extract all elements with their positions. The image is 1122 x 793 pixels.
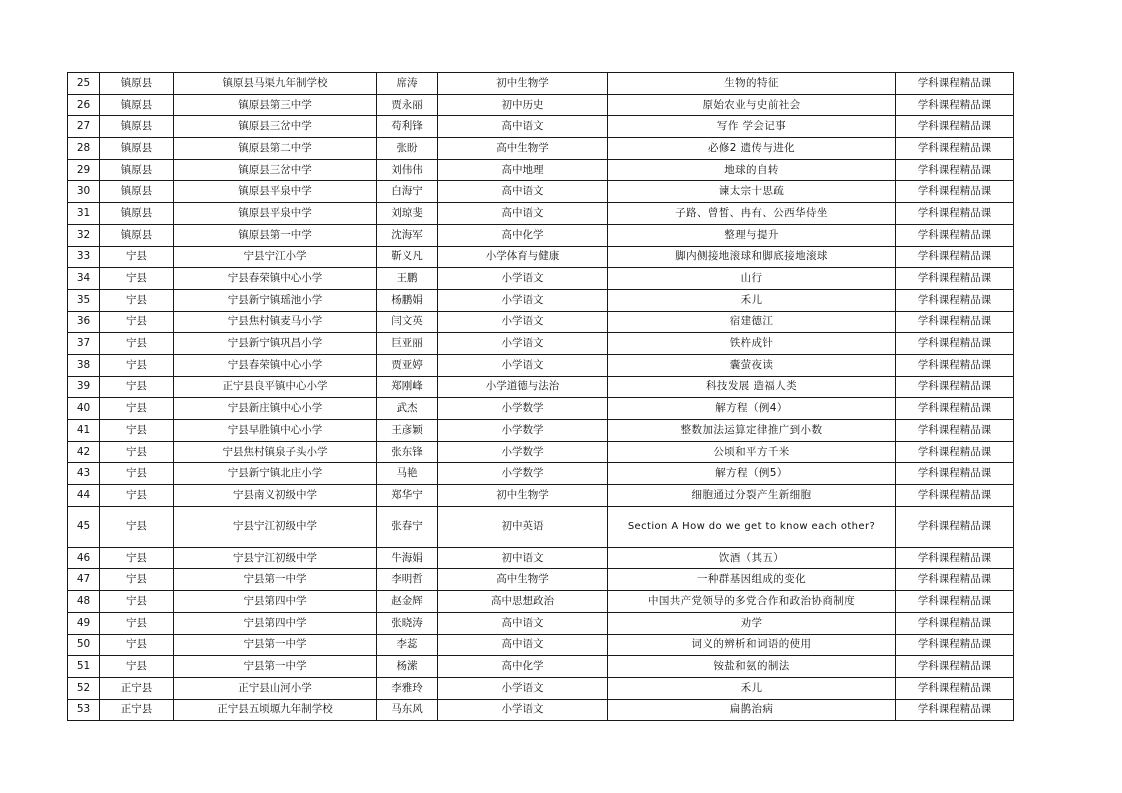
county-cell: 宁县 — [100, 656, 174, 678]
lesson-topic-cell: 中国共产党领导的多党合作和政治协商制度 — [608, 591, 896, 613]
row-number-cell: 49 — [68, 612, 100, 634]
school-cell: 镇原县三岔中学 — [174, 116, 377, 138]
lesson-topic-cell: 解方程（例5） — [608, 463, 896, 485]
county-cell: 宁县 — [100, 376, 174, 398]
lesson-topic-cell: 扁鹊治病 — [608, 699, 896, 721]
subject-cell: 初中历史 — [438, 94, 608, 116]
table-row — [68, 203, 1014, 225]
lesson-topic-cell: 科技发展 造福人类 — [608, 376, 896, 398]
teacher-cell: 李蕊 — [377, 634, 438, 656]
row-number-cell: 46 — [68, 547, 100, 569]
table-row — [68, 354, 1014, 376]
table-row — [68, 333, 1014, 355]
table-row — [68, 591, 1014, 613]
school-cell: 镇原县三岔中学 — [174, 159, 377, 181]
row-number-cell: 45 — [68, 506, 100, 547]
row-number-cell: 31 — [68, 203, 100, 225]
teacher-cell: 席涛 — [377, 73, 438, 95]
row-number-cell: 29 — [68, 159, 100, 181]
county-cell: 宁县 — [100, 612, 174, 634]
row-number-cell: 28 — [68, 138, 100, 160]
category-cell: 学科课程精品课 — [896, 289, 1014, 311]
county-cell: 宁县 — [100, 506, 174, 547]
lesson-topic-cell: 饮酒（其五） — [608, 547, 896, 569]
row-number-cell: 30 — [68, 181, 100, 203]
subject-cell: 小学体育与健康 — [438, 246, 608, 268]
county-cell: 宁县 — [100, 333, 174, 355]
county-cell: 镇原县 — [100, 159, 174, 181]
row-number-cell: 25 — [68, 73, 100, 95]
lesson-topic-cell: 解方程（例4） — [608, 398, 896, 420]
teacher-cell: 牛海娟 — [377, 547, 438, 569]
row-number-cell: 52 — [68, 677, 100, 699]
subject-cell: 初中英语 — [438, 506, 608, 547]
table-row — [68, 376, 1014, 398]
category-cell: 学科课程精品课 — [896, 634, 1014, 656]
category-cell: 学科课程精品课 — [896, 547, 1014, 569]
subject-cell: 高中语文 — [438, 612, 608, 634]
table-row — [68, 138, 1014, 160]
lesson-topic-cell: 劝学 — [608, 612, 896, 634]
school-cell: 镇原县第一中学 — [174, 224, 377, 246]
row-number-cell: 26 — [68, 94, 100, 116]
table-row — [68, 398, 1014, 420]
subject-cell: 小学数学 — [438, 398, 608, 420]
category-cell: 学科课程精品课 — [896, 116, 1014, 138]
county-cell: 宁县 — [100, 591, 174, 613]
row-number-cell: 51 — [68, 656, 100, 678]
lesson-topic-cell: 脚内侧接地滚球和脚底接地滚球 — [608, 246, 896, 268]
teacher-cell: 李明哲 — [377, 569, 438, 591]
table-row — [68, 311, 1014, 333]
county-cell: 镇原县 — [100, 94, 174, 116]
subject-cell: 高中语文 — [438, 181, 608, 203]
subject-cell: 小学数学 — [438, 420, 608, 442]
teacher-cell: 马东风 — [377, 699, 438, 721]
teacher-cell: 张春宁 — [377, 506, 438, 547]
lesson-topic-cell: Section A How do we get to know each other? — [608, 506, 896, 547]
teacher-cell: 沈海军 — [377, 224, 438, 246]
row-number-cell: 41 — [68, 420, 100, 442]
subject-cell: 高中化学 — [438, 224, 608, 246]
county-cell: 宁县 — [100, 354, 174, 376]
teacher-cell: 白海宁 — [377, 181, 438, 203]
school-cell: 宁县新宁镇瑶池小学 — [174, 289, 377, 311]
table-row — [68, 547, 1014, 569]
category-cell: 学科课程精品课 — [896, 354, 1014, 376]
school-cell: 正宁县五顷塬九年制学校 — [174, 699, 377, 721]
lesson-topic-cell: 整数加法运算定律推广到小数 — [608, 420, 896, 442]
school-cell: 宁县宁江小学 — [174, 246, 377, 268]
category-cell: 学科课程精品课 — [896, 376, 1014, 398]
category-cell: 学科课程精品课 — [896, 656, 1014, 678]
category-cell: 学科课程精品课 — [896, 463, 1014, 485]
teacher-cell: 贾永丽 — [377, 94, 438, 116]
row-number-cell: 32 — [68, 224, 100, 246]
teacher-cell: 杨鹏娟 — [377, 289, 438, 311]
teacher-cell: 武杰 — [377, 398, 438, 420]
county-cell: 宁县 — [100, 289, 174, 311]
lesson-topic-cell: 写作 学会记事 — [608, 116, 896, 138]
teacher-cell: 张晓涛 — [377, 612, 438, 634]
teacher-cell: 赵金辉 — [377, 591, 438, 613]
school-cell: 宁县第一中学 — [174, 569, 377, 591]
row-number-cell: 35 — [68, 289, 100, 311]
subject-cell: 小学语文 — [438, 677, 608, 699]
county-cell: 宁县 — [100, 246, 174, 268]
lesson-topic-cell: 铁杵成针 — [608, 333, 896, 355]
lesson-topic-cell: 囊萤夜读 — [608, 354, 896, 376]
school-cell: 宁县南义初级中学 — [174, 485, 377, 507]
school-cell: 宁县新宁镇巩昌小学 — [174, 333, 377, 355]
table-row — [68, 699, 1014, 721]
school-cell: 镇原县第二中学 — [174, 138, 377, 160]
category-cell: 学科课程精品课 — [896, 203, 1014, 225]
table-row — [68, 94, 1014, 116]
school-cell: 正宁县山河小学 — [174, 677, 377, 699]
category-cell: 学科课程精品课 — [896, 591, 1014, 613]
table-row — [68, 634, 1014, 656]
table-row — [68, 181, 1014, 203]
school-cell: 宁县宁江初级中学 — [174, 547, 377, 569]
county-cell: 镇原县 — [100, 73, 174, 95]
teacher-cell: 刘琼斐 — [377, 203, 438, 225]
category-cell: 学科课程精品课 — [896, 398, 1014, 420]
school-cell: 镇原县马渠九年制学校 — [174, 73, 377, 95]
lesson-topic-cell: 整理与提升 — [608, 224, 896, 246]
teacher-cell: 巨亚丽 — [377, 333, 438, 355]
subject-cell: 高中生物学 — [438, 569, 608, 591]
teacher-cell: 郑刚峰 — [377, 376, 438, 398]
school-cell: 宁县宁江初级中学 — [174, 506, 377, 547]
table-row — [68, 224, 1014, 246]
category-cell: 学科课程精品课 — [896, 333, 1014, 355]
school-cell: 宁县春荣镇中心小学 — [174, 268, 377, 290]
subject-cell: 小学语文 — [438, 311, 608, 333]
teacher-cell: 郑华宁 — [377, 485, 438, 507]
teacher-cell: 苟利锋 — [377, 116, 438, 138]
lesson-topic-cell: 禾儿 — [608, 677, 896, 699]
category-cell: 学科课程精品课 — [896, 311, 1014, 333]
lesson-topic-cell: 子路、曾皙、冉有、公西华侍坐 — [608, 203, 896, 225]
subject-cell: 小学数学 — [438, 463, 608, 485]
subject-cell: 高中生物学 — [438, 138, 608, 160]
county-cell: 宁县 — [100, 569, 174, 591]
school-cell: 宁县新庄镇中心小学 — [174, 398, 377, 420]
category-cell: 学科课程精品课 — [896, 699, 1014, 721]
table-row — [68, 159, 1014, 181]
row-number-cell: 40 — [68, 398, 100, 420]
category-cell: 学科课程精品课 — [896, 677, 1014, 699]
row-number-cell: 33 — [68, 246, 100, 268]
table-row — [68, 612, 1014, 634]
lesson-topic-cell: 禾儿 — [608, 289, 896, 311]
lesson-topic-cell: 山行 — [608, 268, 896, 290]
category-cell: 学科课程精品课 — [896, 441, 1014, 463]
row-number-cell: 39 — [68, 376, 100, 398]
row-number-cell: 37 — [68, 333, 100, 355]
lesson-topic-cell: 公顷和平方千米 — [608, 441, 896, 463]
table-row — [68, 268, 1014, 290]
teacher-cell: 张东锋 — [377, 441, 438, 463]
lesson-topic-cell: 必修2 遗传与进化 — [608, 138, 896, 160]
table-row — [68, 677, 1014, 699]
county-cell: 宁县 — [100, 547, 174, 569]
category-cell: 学科课程精品课 — [896, 181, 1014, 203]
category-cell: 学科课程精品课 — [896, 94, 1014, 116]
county-cell: 镇原县 — [100, 203, 174, 225]
school-cell: 宁县第一中学 — [174, 634, 377, 656]
subject-cell: 小学语文 — [438, 354, 608, 376]
lesson-topic-cell: 生物的特征 — [608, 73, 896, 95]
school-cell: 宁县早胜镇中心小学 — [174, 420, 377, 442]
table-row — [68, 73, 1014, 95]
school-cell: 宁县第一中学 — [174, 656, 377, 678]
school-cell: 镇原县平泉中学 — [174, 181, 377, 203]
lesson-topic-cell: 宿建德江 — [608, 311, 896, 333]
category-cell: 学科课程精品课 — [896, 506, 1014, 547]
teacher-cell: 王鹏 — [377, 268, 438, 290]
subject-cell: 高中地理 — [438, 159, 608, 181]
county-cell: 宁县 — [100, 441, 174, 463]
school-cell: 镇原县第三中学 — [174, 94, 377, 116]
school-cell: 宁县焦村镇泉子头小学 — [174, 441, 377, 463]
category-cell: 学科课程精品课 — [896, 420, 1014, 442]
subject-cell: 初中语文 — [438, 547, 608, 569]
subject-cell: 小学语文 — [438, 699, 608, 721]
county-cell: 宁县 — [100, 485, 174, 507]
category-cell: 学科课程精品课 — [896, 569, 1014, 591]
category-cell: 学科课程精品课 — [896, 224, 1014, 246]
subject-cell: 小学道德与法治 — [438, 376, 608, 398]
subject-cell: 高中语文 — [438, 203, 608, 225]
teacher-cell: 刘伟伟 — [377, 159, 438, 181]
row-number-cell: 27 — [68, 116, 100, 138]
county-cell: 宁县 — [100, 463, 174, 485]
county-cell: 正宁县 — [100, 677, 174, 699]
category-cell: 学科课程精品课 — [896, 73, 1014, 95]
county-cell: 宁县 — [100, 420, 174, 442]
lesson-topic-cell: 原始农业与史前社会 — [608, 94, 896, 116]
lesson-topic-cell: 一种群基因组成的变化 — [608, 569, 896, 591]
teacher-cell: 杨潆 — [377, 656, 438, 678]
teacher-cell: 马艳 — [377, 463, 438, 485]
subject-cell: 初中生物学 — [438, 73, 608, 95]
county-cell: 镇原县 — [100, 138, 174, 160]
lesson-topic-cell: 铵盐和氨的制法 — [608, 656, 896, 678]
county-cell: 正宁县 — [100, 699, 174, 721]
row-number-cell: 50 — [68, 634, 100, 656]
teacher-cell: 靳义凡 — [377, 246, 438, 268]
row-number-cell: 47 — [68, 569, 100, 591]
table-row — [68, 420, 1014, 442]
subject-cell: 高中思想政治 — [438, 591, 608, 613]
county-cell: 镇原县 — [100, 224, 174, 246]
teacher-cell: 贾亚婷 — [377, 354, 438, 376]
teacher-cell: 张盼 — [377, 138, 438, 160]
subject-cell: 小学语文 — [438, 289, 608, 311]
category-cell: 学科课程精品课 — [896, 612, 1014, 634]
county-cell: 宁县 — [100, 634, 174, 656]
school-cell: 镇原县平泉中学 — [174, 203, 377, 225]
school-cell: 宁县第四中学 — [174, 612, 377, 634]
county-cell: 宁县 — [100, 398, 174, 420]
subject-cell: 小学语文 — [438, 333, 608, 355]
table-row — [68, 246, 1014, 268]
subject-cell: 小学数学 — [438, 441, 608, 463]
row-number-cell: 38 — [68, 354, 100, 376]
county-cell: 宁县 — [100, 268, 174, 290]
category-cell: 学科课程精品课 — [896, 485, 1014, 507]
category-cell: 学科课程精品课 — [896, 159, 1014, 181]
table-row — [68, 116, 1014, 138]
row-number-cell: 36 — [68, 311, 100, 333]
school-cell: 宁县春荣镇中心小学 — [174, 354, 377, 376]
table-row — [68, 506, 1014, 547]
school-cell: 宁县焦村镇麦马小学 — [174, 311, 377, 333]
county-cell: 镇原县 — [100, 116, 174, 138]
county-cell: 镇原县 — [100, 181, 174, 203]
school-cell: 宁县新宁镇北庄小学 — [174, 463, 377, 485]
teacher-cell: 王彦颖 — [377, 420, 438, 442]
row-number-cell: 34 — [68, 268, 100, 290]
table-row — [68, 289, 1014, 311]
lesson-topic-cell: 地球的自转 — [608, 159, 896, 181]
lesson-topic-cell: 细胞通过分裂产生新细胞 — [608, 485, 896, 507]
subject-cell: 高中化学 — [438, 656, 608, 678]
category-cell: 学科课程精品课 — [896, 138, 1014, 160]
row-number-cell: 44 — [68, 485, 100, 507]
teacher-cell: 闫文英 — [377, 311, 438, 333]
subject-cell: 初中生物学 — [438, 485, 608, 507]
table-row — [68, 463, 1014, 485]
lesson-topic-cell: 词义的辨析和词语的使用 — [608, 634, 896, 656]
table-row — [68, 485, 1014, 507]
county-cell: 宁县 — [100, 311, 174, 333]
teacher-cell: 李雅玲 — [377, 677, 438, 699]
school-cell: 正宁县良平镇中心小学 — [174, 376, 377, 398]
category-cell: 学科课程精品课 — [896, 246, 1014, 268]
row-number-cell: 43 — [68, 463, 100, 485]
subject-cell: 小学语文 — [438, 268, 608, 290]
row-number-cell: 42 — [68, 441, 100, 463]
category-cell: 学科课程精品课 — [896, 268, 1014, 290]
subject-cell: 高中语文 — [438, 634, 608, 656]
lesson-topic-cell: 谏太宗十思疏 — [608, 181, 896, 203]
school-cell: 宁县第四中学 — [174, 591, 377, 613]
subject-cell: 高中语文 — [438, 116, 608, 138]
table-row — [68, 569, 1014, 591]
table-row — [68, 656, 1014, 678]
table-row — [68, 441, 1014, 463]
row-number-cell: 48 — [68, 591, 100, 613]
row-number-cell: 53 — [68, 699, 100, 721]
course-list-table — [67, 72, 1014, 721]
table-body — [68, 73, 1014, 721]
